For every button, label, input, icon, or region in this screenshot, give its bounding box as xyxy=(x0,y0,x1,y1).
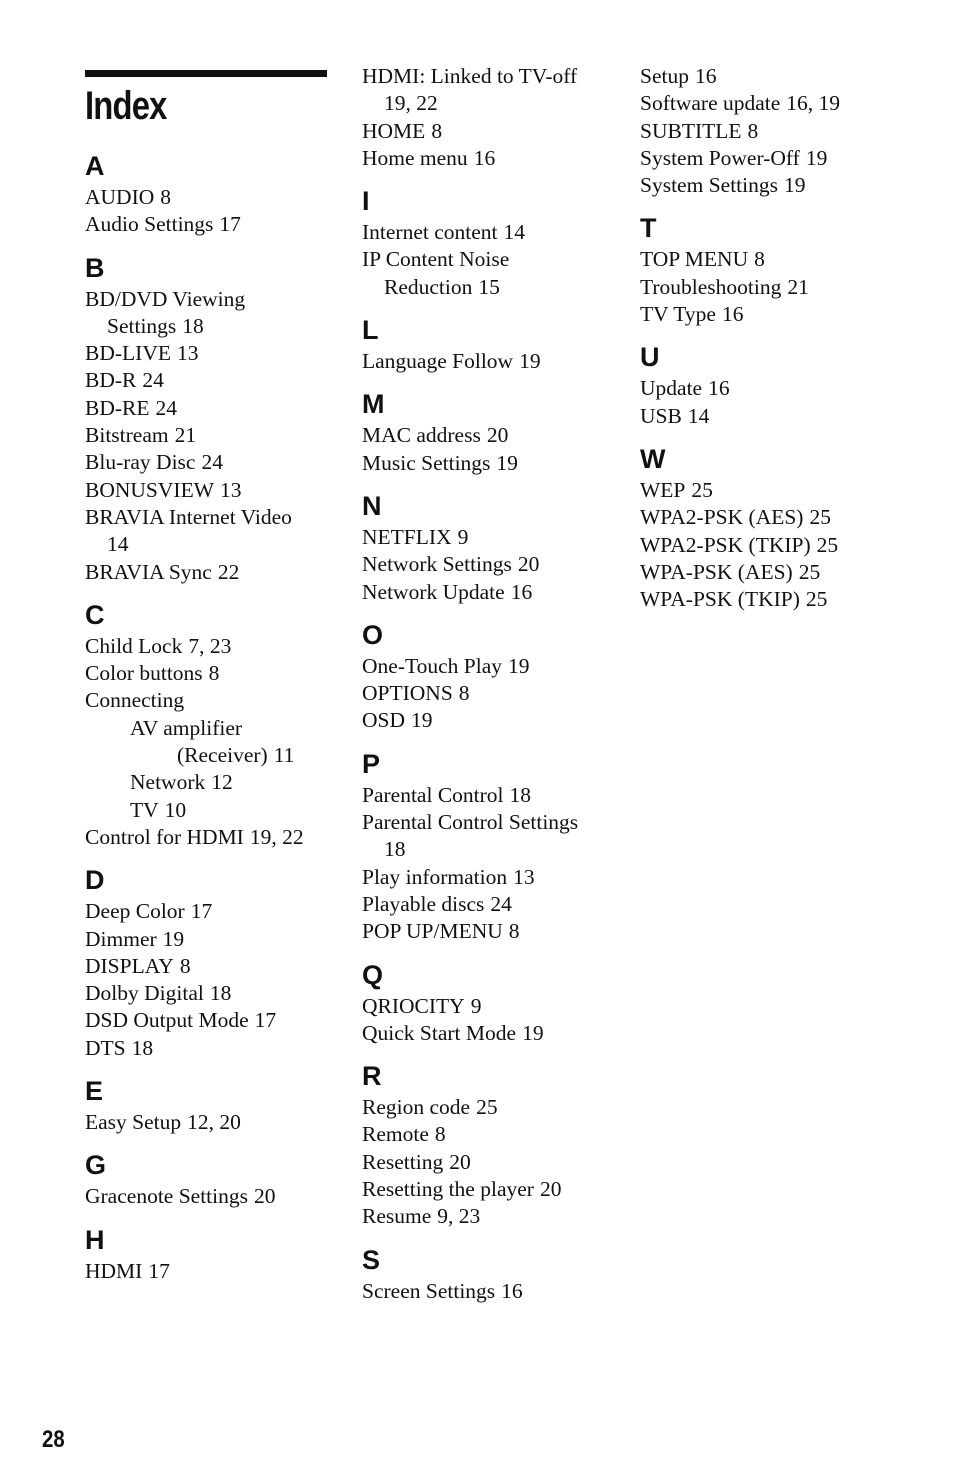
entry-page-ref: 16, 19 xyxy=(786,91,841,116)
index-entry xyxy=(362,1149,622,1176)
index-entry xyxy=(85,687,345,714)
index-entry xyxy=(85,184,345,211)
index-entry xyxy=(85,633,345,660)
index-entry xyxy=(85,742,345,769)
index-entry xyxy=(362,219,622,246)
index-section xyxy=(640,63,900,199)
entry-term: Dimmer xyxy=(85,926,157,951)
section-letter: U xyxy=(640,342,660,373)
entry-term: Internet content xyxy=(362,220,498,245)
index-entry xyxy=(85,769,345,796)
section-letter: G xyxy=(85,1150,107,1181)
entry-page-ref: 19 xyxy=(496,450,518,475)
entry-page-ref: 18 xyxy=(384,837,406,862)
entry-term: HOME xyxy=(362,118,426,143)
entry-term: WPA2-PSK (TKIP) xyxy=(640,532,811,557)
section-letter: L xyxy=(362,315,379,346)
entry-page-ref: 14 xyxy=(503,220,526,245)
section-letter: I xyxy=(362,186,370,217)
section-letter: S xyxy=(362,1244,381,1275)
index-section xyxy=(640,341,900,430)
entry-term: Remote xyxy=(362,1122,429,1147)
entry-term: System Power-Off xyxy=(640,145,800,170)
index-entry xyxy=(640,403,900,430)
index-section xyxy=(85,252,345,586)
entry-term: Resume xyxy=(362,1204,432,1229)
entry-page-ref: 25 xyxy=(476,1095,498,1120)
index-entry xyxy=(362,246,622,273)
entry-page-ref: 19 xyxy=(522,1020,544,1045)
entry-page-ref: 16 xyxy=(510,579,533,604)
entry-page-ref: 19 xyxy=(519,349,541,374)
index-section xyxy=(85,150,345,239)
entry-page-ref: 19 xyxy=(411,708,433,733)
index-entry xyxy=(640,586,900,613)
entry-term: Resetting xyxy=(362,1149,444,1174)
index-entry xyxy=(85,504,345,531)
entry-page-ref: 8 xyxy=(754,247,765,272)
entry-page-ref: 25 xyxy=(805,587,828,612)
index-entry xyxy=(362,551,622,578)
entry-page-ref: 17 xyxy=(190,899,213,924)
entry-page-ref: 18 xyxy=(209,981,232,1006)
entry-term: HDMI: Linked to TV-off xyxy=(362,64,578,88)
index-entry xyxy=(362,450,622,477)
entry-page-ref: 21 xyxy=(787,274,809,299)
index-entry xyxy=(85,1035,345,1062)
section-letter: R xyxy=(362,1061,382,1092)
entry-term: BD/DVD Viewing xyxy=(85,286,246,311)
entry-page-ref: 15 xyxy=(478,274,500,299)
entry-term: DTS xyxy=(85,1035,126,1060)
index-entry xyxy=(362,918,622,945)
entry-page-ref: 20 xyxy=(539,1177,562,1202)
index-entry xyxy=(362,653,622,680)
entry-term: Parental Control Settings xyxy=(362,810,579,835)
index-column-1 xyxy=(85,150,345,1298)
section-letter: P xyxy=(362,748,381,779)
entry-page-ref: 14 xyxy=(687,403,710,428)
entry-term: (Receiver) xyxy=(177,743,268,768)
entry-term: Network Settings xyxy=(362,552,512,577)
index-entry xyxy=(85,953,345,980)
entry-page-ref: 18 xyxy=(509,782,532,807)
index-entry xyxy=(85,1109,345,1136)
index-entry xyxy=(85,531,345,558)
entry-term: Audio Settings xyxy=(85,212,214,237)
entry-page-ref: 25 xyxy=(816,532,839,557)
entry-page-ref: 8 xyxy=(458,681,470,706)
section-letter: M xyxy=(362,389,385,420)
entry-term: NETFLIX xyxy=(362,524,452,549)
entry-page-ref: 9 xyxy=(457,524,469,549)
index-section xyxy=(362,185,622,301)
index-entry xyxy=(362,1278,622,1305)
entry-term: Play information xyxy=(362,864,508,889)
entry-page-ref: 8 xyxy=(747,118,759,143)
index-entry xyxy=(362,274,622,301)
index-section xyxy=(85,1149,345,1210)
entry-page-ref: 8 xyxy=(160,185,172,209)
entry-term: Easy Setup xyxy=(85,1110,182,1135)
entry-page-ref: 14 xyxy=(107,532,129,557)
index-entry xyxy=(85,422,345,449)
entry-term: Gracenote Settings xyxy=(85,1184,248,1209)
entry-term: QRIOCITY xyxy=(362,993,465,1018)
index-entry xyxy=(362,348,622,375)
entry-term: DSD Output Mode xyxy=(85,1008,249,1033)
index-section xyxy=(640,212,900,328)
index-entry xyxy=(640,477,900,504)
entry-page-ref: 19 xyxy=(805,145,828,170)
index-entry xyxy=(362,707,622,734)
index-entry xyxy=(640,63,900,90)
index-section xyxy=(85,1224,345,1285)
entry-page-ref: 17 xyxy=(254,1008,277,1033)
index-entry xyxy=(640,90,900,117)
entry-term: Network xyxy=(130,770,206,795)
index-entry xyxy=(640,504,900,531)
entry-page-ref: 24 xyxy=(490,891,512,916)
entry-term: Troubleshooting xyxy=(640,274,782,299)
index-entry xyxy=(362,1203,622,1230)
entry-term: Blu-ray Disc xyxy=(85,450,196,475)
index-entry xyxy=(85,1258,345,1285)
entry-page-ref: 16 xyxy=(694,64,717,88)
entry-term: TOP MENU xyxy=(640,247,749,272)
entry-page-ref: 21 xyxy=(174,423,197,448)
entry-page-ref: 9 xyxy=(470,993,482,1018)
entry-term: Playable discs xyxy=(362,891,485,916)
entry-page-ref: 12 xyxy=(211,770,233,795)
index-section xyxy=(362,63,622,172)
index-entry xyxy=(362,1020,622,1047)
entry-page-ref: 24 xyxy=(201,450,223,475)
entry-term: POP UP/MENU xyxy=(362,919,503,944)
entry-term: WPA-PSK (AES) xyxy=(640,559,793,584)
entry-page-ref: 13 xyxy=(513,864,535,889)
index-entry xyxy=(85,449,345,476)
entry-term: Update xyxy=(640,376,703,401)
entry-page-ref: 24 xyxy=(155,395,177,420)
index-section xyxy=(362,1244,622,1305)
index-entry xyxy=(85,395,345,422)
index-entry xyxy=(362,891,622,918)
entry-page-ref: 12, 20 xyxy=(187,1110,241,1135)
index-entry xyxy=(85,715,345,742)
index-entry xyxy=(362,680,622,707)
section-letter: E xyxy=(85,1076,104,1107)
entry-term: MAC address xyxy=(362,423,481,448)
index-entry xyxy=(640,559,900,586)
entry-page-ref: 24 xyxy=(142,368,164,393)
index-entry xyxy=(362,1094,622,1121)
index-entry xyxy=(640,246,900,273)
entry-page-ref: 8 xyxy=(508,919,520,944)
index-entry xyxy=(362,809,622,836)
entry-term: DISPLAY xyxy=(85,953,174,978)
entry-page-ref: 25 xyxy=(798,559,821,584)
index-section xyxy=(362,314,622,375)
entry-term: Region code xyxy=(362,1095,471,1120)
index-entry xyxy=(85,1183,345,1210)
section-letter: T xyxy=(640,213,657,244)
entry-term: Music Settings xyxy=(362,450,491,475)
section-letter: C xyxy=(85,599,105,630)
index-entry xyxy=(640,172,900,199)
entry-term: Setup xyxy=(640,64,689,88)
entry-page-ref: 20 xyxy=(517,552,540,577)
entry-term: OPTIONS xyxy=(362,681,453,706)
section-letter: D xyxy=(85,865,105,896)
index-section xyxy=(362,388,622,477)
index-entry xyxy=(85,286,345,313)
entry-term: Home menu xyxy=(362,145,468,170)
index-entry xyxy=(640,301,900,328)
entry-page-ref: 18 xyxy=(131,1035,154,1060)
index-entry xyxy=(85,980,345,1007)
entry-page-ref: 16 xyxy=(473,145,496,170)
index-entry xyxy=(85,211,345,238)
entry-term: WEP xyxy=(640,477,686,502)
entry-page-ref: 8 xyxy=(434,1122,446,1147)
index-entry xyxy=(85,1007,345,1034)
entry-term: System Settings xyxy=(640,173,778,198)
entry-term: TV Type xyxy=(640,302,716,327)
section-letter: W xyxy=(640,443,666,474)
entry-page-ref: 18 xyxy=(182,313,204,338)
entry-page-ref: 17 xyxy=(148,1258,170,1283)
index-entry xyxy=(362,836,622,863)
index-entry xyxy=(362,579,622,606)
index-entry xyxy=(640,375,900,402)
index-entry xyxy=(362,864,622,891)
index-entry xyxy=(85,477,345,504)
entry-term: BRAVIA Internet Video xyxy=(85,504,292,529)
index-entry xyxy=(362,1121,622,1148)
entry-page-ref: 11 xyxy=(273,743,295,768)
entry-page-ref: 20 xyxy=(254,1184,276,1209)
index-section xyxy=(362,1060,622,1230)
entry-term: Reduction xyxy=(384,274,473,299)
index-entry xyxy=(640,532,900,559)
section-letter: O xyxy=(362,619,384,650)
index-section xyxy=(362,959,622,1048)
entry-term: Control for HDMI xyxy=(85,824,244,849)
section-letter: B xyxy=(85,252,105,283)
entry-page-ref: 13 xyxy=(220,477,242,502)
entry-term: USB xyxy=(640,403,682,428)
entry-page-ref: 25 xyxy=(809,505,831,530)
entry-term: SUBTITLE xyxy=(640,118,742,143)
entry-term: HDMI xyxy=(85,1258,143,1283)
entry-term: Connecting xyxy=(85,688,185,713)
entry-page-ref: 10 xyxy=(164,797,187,822)
entry-term: WPA2-PSK (AES) xyxy=(640,505,804,530)
index-section xyxy=(85,599,345,851)
index-section xyxy=(85,1075,345,1136)
entry-page-ref: 20 xyxy=(449,1149,471,1174)
entry-page-ref: 17 xyxy=(219,212,241,237)
index-entry xyxy=(362,1176,622,1203)
entry-term: Software update xyxy=(640,91,781,116)
index-entry xyxy=(362,524,622,551)
entry-page-ref: 19 xyxy=(162,926,185,951)
entry-term: WPA-PSK (TKIP) xyxy=(640,587,800,612)
entry-term: Deep Color xyxy=(85,899,185,924)
page-title: Index xyxy=(85,84,167,128)
entry-term: Parental Control xyxy=(362,782,504,807)
section-letter: N xyxy=(362,490,382,521)
page-number: 28 xyxy=(42,1426,65,1453)
index-entry xyxy=(85,898,345,925)
entry-page-ref: 19, 22 xyxy=(384,91,438,116)
entry-page-ref: 8 xyxy=(431,118,443,143)
entry-term: BD-LIVE xyxy=(85,341,171,366)
entry-term: Resetting the player xyxy=(362,1177,534,1202)
index-section xyxy=(362,490,622,606)
entry-term: Network Update xyxy=(362,579,505,604)
entry-term: BD-R xyxy=(85,368,137,393)
index-section xyxy=(640,443,900,613)
index-entry xyxy=(85,367,345,394)
title-rule xyxy=(85,70,327,77)
entry-page-ref: 16 xyxy=(708,376,730,401)
index-entry xyxy=(85,926,345,953)
index-column-3 xyxy=(640,63,900,626)
entry-term: Color buttons xyxy=(85,661,203,686)
entry-term: One-Touch Play xyxy=(362,653,503,678)
entry-page-ref: 19 xyxy=(508,653,530,678)
index-entry xyxy=(362,145,622,172)
entry-page-ref: 8 xyxy=(208,661,220,686)
entry-page-ref: 25 xyxy=(691,477,713,502)
entry-page-ref: 22 xyxy=(217,559,240,584)
entry-page-ref: 16 xyxy=(721,302,744,327)
entry-term: TV xyxy=(130,797,159,822)
entry-term: Bitstream xyxy=(85,423,169,448)
index-entry xyxy=(85,797,345,824)
index-entry xyxy=(640,274,900,301)
section-letter: H xyxy=(85,1224,105,1255)
entry-page-ref: 8 xyxy=(179,953,191,978)
entry-page-ref: 19 xyxy=(783,173,806,198)
index-entry xyxy=(362,993,622,1020)
index-entry xyxy=(362,63,622,90)
index-entry xyxy=(362,90,622,117)
entry-term: Settings xyxy=(107,313,177,338)
entry-page-ref: 19, 22 xyxy=(249,824,304,849)
entry-term: BRAVIA Sync xyxy=(85,559,212,584)
section-letter: A xyxy=(85,151,105,181)
entry-term: AUDIO xyxy=(85,185,155,209)
index-entry xyxy=(85,340,345,367)
index-entry xyxy=(362,118,622,145)
entry-term: OSD xyxy=(362,708,406,733)
entry-term: Quick Start Mode xyxy=(362,1020,517,1045)
entry-term: Dolby Digital xyxy=(85,981,204,1006)
entry-term: Language Follow xyxy=(362,349,514,374)
entry-page-ref: 9, 23 xyxy=(437,1204,481,1229)
entry-term: Screen Settings xyxy=(362,1278,496,1303)
index-entry xyxy=(85,824,345,851)
index-entry xyxy=(362,782,622,809)
entry-term: Child Lock xyxy=(85,633,183,658)
index-entry xyxy=(85,313,345,340)
entry-page-ref: 16 xyxy=(501,1278,523,1303)
index-section xyxy=(85,864,345,1062)
entry-term: BD-RE xyxy=(85,395,150,420)
entry-page-ref: 7, 23 xyxy=(188,633,232,658)
index-section xyxy=(362,748,622,946)
index-entry xyxy=(362,422,622,449)
index-entry xyxy=(640,118,900,145)
section-letter: Q xyxy=(362,959,384,990)
entry-page-ref: 13 xyxy=(176,341,199,366)
entry-term: BONUSVIEW xyxy=(85,477,214,502)
index-section xyxy=(362,619,622,735)
entry-term: AV amplifier xyxy=(130,715,243,740)
entry-page-ref: 20 xyxy=(486,423,509,448)
index-entry xyxy=(640,145,900,172)
entry-term: IP Content Noise xyxy=(362,247,510,272)
index-entry xyxy=(85,559,345,586)
index-column-2 xyxy=(362,63,622,1318)
index-entry xyxy=(85,660,345,687)
